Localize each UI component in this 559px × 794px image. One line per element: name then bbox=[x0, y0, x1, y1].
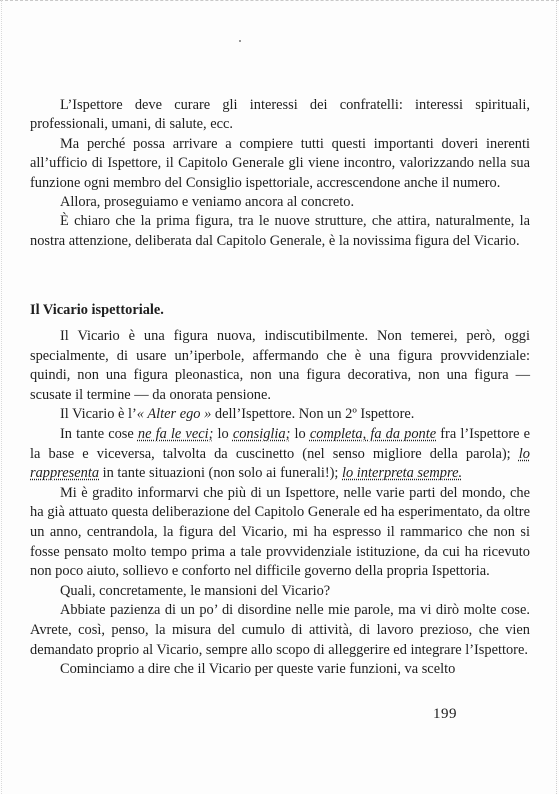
page-top-edge bbox=[0, 0, 559, 4]
text-run: fra l’Ispettore e la base e viceversa, talvolta da cuscinetto (nel senso migliore della parola); bbox=[30, 425, 531, 462]
text-run: in tante situazioni (non solo ai funerali!); bbox=[99, 465, 343, 482]
paragraph: Il Vicario è una figura nuova, indiscutibilmente. Non temerei, però, oggi specialmente, di usare un’iperbole, affermando che è una figura provvidenziale: quindi, non una figura pleonastica, non una figura decorativa, non una figura — scusate il termine — da onorata pensione. bbox=[30, 328, 530, 403]
paragraph: È chiaro che la prima figura, tra le nuove strutture, che attira, naturalmente, la nostra attenzione, deliberata dal Capitolo Generale, è la novissima figura del Vicario. bbox=[30, 213, 530, 249]
paragraph: Abbiate pazienza di un po’ di disordine nelle mie parole, ma vi dirò molte cose. Avrete, così, penso, la misura del cumulo di attività, di lavoro prezioso, che vien demandato proprio al Vicario, sempre allo scopo di alleggerire ed integrare l’Ispettore. bbox=[30, 602, 530, 658]
italic-phrase: « Alter ego » bbox=[136, 406, 212, 423]
paragraph bbox=[30, 425, 530, 484]
page-number: 199 bbox=[433, 706, 457, 722]
paragraph: Allora, proseguiamo e veniamo ancora al concreto. bbox=[60, 194, 355, 211]
text-run: lo bbox=[290, 425, 310, 442]
paragraph: L’Ispettore deve curare gli interessi dei confratelli: interessi spirituali, professionali, umani, di salute, ecc. bbox=[30, 97, 530, 133]
page-right-edge bbox=[555, 0, 557, 794]
text-run: Il Vicario è l’ bbox=[60, 406, 137, 423]
italic-phrase: lo interpreta sempre. bbox=[342, 465, 463, 482]
paragraph: Cominciamo a dire che il Vicario per queste varie funzioni, va scelto bbox=[60, 661, 456, 678]
italic-phrase: consiglia; bbox=[232, 425, 291, 442]
paragraph bbox=[30, 405, 530, 425]
scan-speck bbox=[239, 40, 241, 42]
italic-phrase: lo rappresenta bbox=[30, 445, 530, 482]
text-run: lo bbox=[213, 425, 233, 442]
italic-phrase: ne fa le veci; bbox=[137, 425, 214, 442]
section-heading: Il Vicario ispettoriale. bbox=[30, 302, 164, 318]
page-left-edge bbox=[1, 0, 3, 794]
text-run: dell’Ispettore. Non un 2º Ispettore. bbox=[211, 406, 415, 423]
paragraph: Quali, concretamente, le mansioni del Vicario? bbox=[60, 582, 331, 599]
text-run: In tante cose bbox=[60, 425, 138, 442]
paragraph: Mi è gradito informarvi che più di un Ispettore, nelle varie parti del mondo, che ha già attuato questa deliberazione del Capitolo Generale ed ha esperimentato, da oltre un anno, centrandola, la figura del Vicario, mi ha espresso il rammarico che non si fosse pensato molto tempo prima a tale provvidenziale istituzione, da cui ha ricevuto non poco aiuto, sollievo e conforto nel difficile governo della propria Ispettoria. bbox=[30, 484, 530, 580]
italic-phrase: completa, fa da ponte bbox=[309, 425, 437, 442]
text-block-top bbox=[30, 96, 530, 251]
text-block-bottom bbox=[30, 327, 530, 680]
paragraph: Ma perché possa arrivare a compiere tutti questi importanti doveri inerenti all’ufficio di Ispettore, il Capitolo Generale gli viene incontro, valorizzando nella sua funzione ogni membro del Consiglio ispettoriale, accrescendone anche il numero. bbox=[30, 135, 530, 191]
